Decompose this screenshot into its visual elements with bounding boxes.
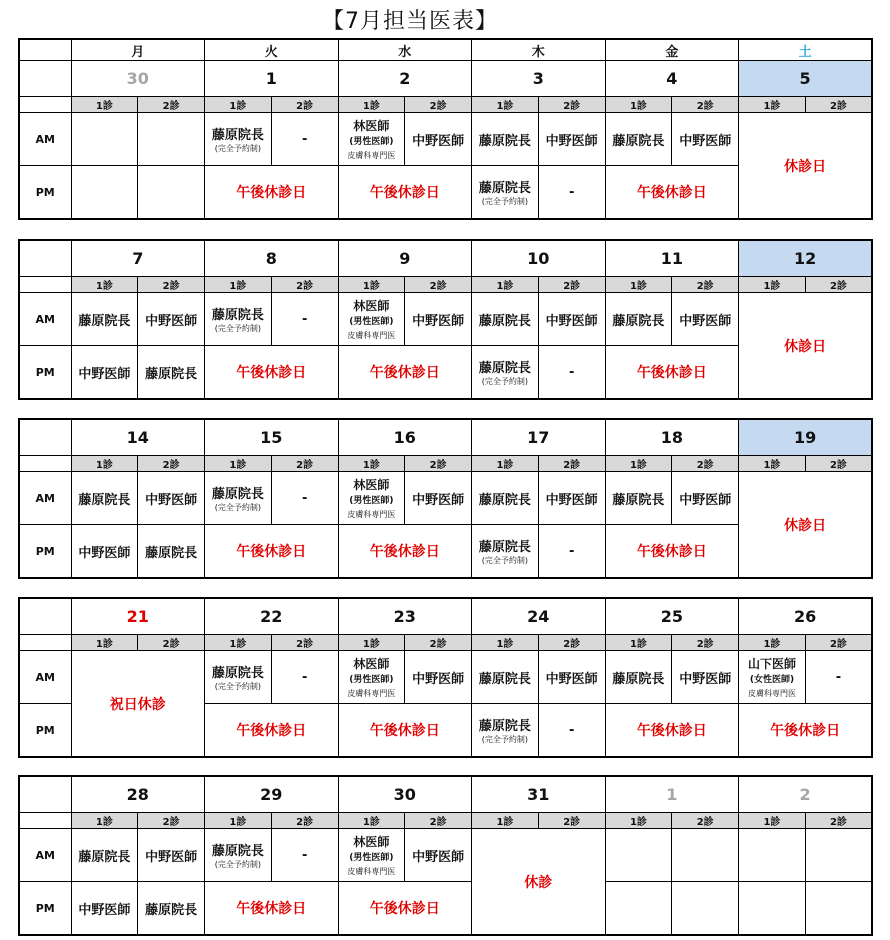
- session-2-header: 2診: [138, 456, 205, 472]
- slot-dash: -: [538, 166, 605, 220]
- slot-doctor: 中野医師: [138, 829, 205, 882]
- afternoon-closed-cell: 午後休診日: [205, 882, 339, 936]
- session-2-header: 2診: [805, 813, 872, 829]
- slot-doctor: 藤原院長: [472, 651, 539, 704]
- date-cell-next-month: 1: [605, 776, 739, 813]
- slot-doctor: 藤原院長 (完全予約制): [205, 293, 272, 346]
- date-cell: 7: [71, 240, 205, 277]
- afternoon-closed-cell: 午後休診日: [205, 166, 339, 220]
- afternoon-closed-cell: 午後休診日: [605, 525, 739, 579]
- date-cell: 31: [472, 776, 606, 813]
- date-cell: 2: [338, 61, 472, 97]
- slot-doctor: 藤原院長: [605, 472, 672, 525]
- session-1-header: 1診: [472, 635, 539, 651]
- date-cell: 3: [472, 61, 606, 97]
- slot-doctor: 中野医師: [405, 651, 472, 704]
- date-cell: 15: [205, 419, 339, 456]
- session-1-header: 1診: [338, 97, 405, 113]
- slot-dash: -: [271, 472, 338, 525]
- slot-dash: -: [538, 704, 605, 758]
- session-1-header: 1診: [71, 813, 138, 829]
- corner-cell: [19, 61, 71, 97]
- session-2-header: 2診: [672, 97, 739, 113]
- corner-cell: [19, 240, 71, 277]
- corner-cell: [19, 277, 71, 293]
- slot-dash: -: [271, 113, 338, 166]
- pm-label: PM: [19, 704, 71, 758]
- date-cell: 9: [338, 240, 472, 277]
- slot-dash: -: [538, 525, 605, 579]
- date-cell: 30: [338, 776, 472, 813]
- session-2-header: 2診: [538, 635, 605, 651]
- slot-doctor: 藤原院長: [138, 346, 205, 400]
- afternoon-closed-cell: 午後休診日: [338, 882, 472, 936]
- pm-label: PM: [19, 166, 71, 220]
- slot-doctor: 藤原院長 (完全予約制): [472, 166, 539, 220]
- slot-doctor: 藤原院長: [605, 293, 672, 346]
- slot-empty: [739, 829, 806, 882]
- slot-doctor: 藤原院長: [472, 472, 539, 525]
- session-1-header: 1診: [472, 813, 539, 829]
- date-cell: 11: [605, 240, 739, 277]
- session-1-header: 1診: [338, 277, 405, 293]
- closed-day-cell: 休診日: [739, 293, 873, 400]
- slot-empty: [138, 166, 205, 220]
- slot-doctor: 藤原院長: [71, 829, 138, 882]
- session-2-header: 2診: [271, 97, 338, 113]
- slot-empty: [672, 829, 739, 882]
- session-2-header: 2診: [405, 456, 472, 472]
- corner-cell: [19, 39, 71, 61]
- session-2-header: 2診: [271, 456, 338, 472]
- session-2-header: 2診: [805, 97, 872, 113]
- date-cell: 8: [205, 240, 339, 277]
- afternoon-closed-cell: 午後休診日: [739, 704, 873, 758]
- session-1-header: 1診: [472, 277, 539, 293]
- pm-label: PM: [19, 346, 71, 400]
- date-cell: 16: [338, 419, 472, 456]
- slot-doctor: 中野医師: [71, 882, 138, 936]
- afternoon-closed-cell: 午後休診日: [605, 346, 739, 400]
- week-table-2: [18, 239, 873, 400]
- slot-dash: -: [271, 293, 338, 346]
- slot-doctor: 中野医師: [672, 472, 739, 525]
- session-1-header: 1診: [739, 456, 806, 472]
- session-1-header: 1診: [605, 277, 672, 293]
- slot-empty: [605, 829, 672, 882]
- am-label: AM: [19, 651, 71, 704]
- session-1-header: 1診: [605, 97, 672, 113]
- week-table-1: [18, 38, 873, 220]
- date-cell-saturday: 19: [739, 419, 873, 456]
- session-2-header: 2診: [138, 813, 205, 829]
- pm-label: PM: [19, 525, 71, 579]
- session-1-header: 1診: [205, 277, 272, 293]
- date-cell: 29: [205, 776, 339, 813]
- session-1-header: 1診: [472, 97, 539, 113]
- date-cell: 24: [472, 598, 606, 635]
- slot-doctor: 中野医師: [538, 651, 605, 704]
- slot-doctor: 藤原院長 (完全予約制): [205, 472, 272, 525]
- day-header-wed: 水: [338, 39, 472, 61]
- slot-doctor: 中野医師: [405, 829, 472, 882]
- session-2-header: 2診: [271, 277, 338, 293]
- slot-empty: [805, 829, 872, 882]
- slot-empty: [739, 882, 806, 936]
- session-1-header: 1診: [71, 277, 138, 293]
- session-2-header: 2診: [538, 456, 605, 472]
- session-2-header: 2診: [138, 97, 205, 113]
- session-2-header: 2診: [538, 277, 605, 293]
- session-2-header: 2診: [271, 813, 338, 829]
- session-1-header: 1診: [71, 456, 138, 472]
- date-cell-saturday: 12: [739, 240, 873, 277]
- session-2-header: 2診: [805, 456, 872, 472]
- slot-empty: [71, 113, 138, 166]
- slot-doctor: 中野医師: [538, 472, 605, 525]
- slot-dash: -: [538, 346, 605, 400]
- slot-doctor: 藤原院長: [605, 651, 672, 704]
- date-cell: 22: [205, 598, 339, 635]
- session-1-header: 1診: [205, 97, 272, 113]
- session-2-header: 2診: [405, 635, 472, 651]
- slot-doctor: 中野医師: [138, 472, 205, 525]
- slot-doctor: 藤原院長: [138, 525, 205, 579]
- session-2-header: 2診: [672, 277, 739, 293]
- session-2-header: 2診: [405, 277, 472, 293]
- slot-doctor: 藤原院長 (完全予約制): [472, 704, 539, 758]
- closed-day-cell: 休診日: [739, 472, 873, 579]
- session-1-header: 1診: [338, 813, 405, 829]
- slot-dash: -: [271, 651, 338, 704]
- date-cell: 4: [605, 61, 739, 97]
- slot-doctor: 藤原院長 (完全予約制): [205, 829, 272, 882]
- slot-doctor: 中野医師: [538, 113, 605, 166]
- slot-doctor: 藤原院長: [71, 472, 138, 525]
- session-1-header: 1診: [338, 456, 405, 472]
- day-header-thu: 木: [472, 39, 606, 61]
- date-cell-holiday: 21: [71, 598, 205, 635]
- slot-doctor: 藤原院長: [472, 113, 539, 166]
- session-2-header: 2診: [405, 813, 472, 829]
- slot-doctor: 林医師 (男性医師) 皮膚科専門医: [338, 651, 405, 704]
- slot-doctor: 山下医師 (女性医師) 皮膚科専門医: [739, 651, 806, 704]
- afternoon-closed-cell: 午後休診日: [338, 346, 472, 400]
- corner-cell: [19, 635, 71, 651]
- session-1-header: 1診: [71, 635, 138, 651]
- session-2-header: 2診: [271, 635, 338, 651]
- slot-doctor: 中野医師: [71, 525, 138, 579]
- week-table-4: [18, 597, 873, 758]
- session-1-header: 1診: [739, 277, 806, 293]
- date-cell: 17: [472, 419, 606, 456]
- am-label: AM: [19, 293, 71, 346]
- closed-cell: 休診: [472, 829, 606, 936]
- afternoon-closed-cell: 午後休診日: [205, 346, 339, 400]
- session-2-header: 2診: [805, 635, 872, 651]
- session-2-header: 2診: [138, 277, 205, 293]
- slot-doctor: 中野医師: [405, 472, 472, 525]
- slot-empty: [805, 882, 872, 936]
- week-table-3: [18, 418, 873, 579]
- date-cell: 10: [472, 240, 606, 277]
- afternoon-closed-cell: 午後休診日: [205, 704, 339, 758]
- session-1-header: 1診: [739, 97, 806, 113]
- slot-doctor: 中野医師: [71, 346, 138, 400]
- afternoon-closed-cell: 午後休診日: [338, 704, 472, 758]
- slot-empty: [672, 882, 739, 936]
- am-label: AM: [19, 829, 71, 882]
- slot-doctor: 中野医師: [672, 293, 739, 346]
- afternoon-closed-cell: 午後休診日: [605, 166, 739, 220]
- corner-cell: [19, 598, 71, 635]
- slot-doctor: 藤原院長: [71, 293, 138, 346]
- slot-doctor: 林医師 (男性医師) 皮膚科専門医: [338, 472, 405, 525]
- slot-doctor: 藤原院長: [605, 113, 672, 166]
- day-header-sat: 土: [739, 39, 873, 61]
- corner-cell: [19, 776, 71, 813]
- afternoon-closed-cell: 午後休診日: [605, 704, 739, 758]
- holiday-closed-cell: 祝日休診: [71, 651, 205, 758]
- date-cell: 18: [605, 419, 739, 456]
- slot-doctor: 藤原院長: [138, 882, 205, 936]
- slot-doctor: 藤原院長: [472, 293, 539, 346]
- session-1-header: 1診: [739, 813, 806, 829]
- session-2-header: 2診: [672, 635, 739, 651]
- session-2-header: 2診: [805, 277, 872, 293]
- session-2-header: 2診: [538, 813, 605, 829]
- date-cell: 25: [605, 598, 739, 635]
- session-2-header: 2診: [672, 813, 739, 829]
- slot-doctor: 中野医師: [405, 113, 472, 166]
- date-cell: 1: [205, 61, 339, 97]
- slot-dash: -: [271, 829, 338, 882]
- slot-doctor: 藤原院長 (完全予約制): [205, 651, 272, 704]
- slot-empty: [71, 166, 138, 220]
- afternoon-closed-cell: 午後休診日: [338, 166, 472, 220]
- date-cell-saturday: 5: [739, 61, 873, 97]
- session-1-header: 1診: [338, 635, 405, 651]
- session-2-header: 2診: [405, 97, 472, 113]
- corner-cell: [19, 813, 71, 829]
- date-cell: 14: [71, 419, 205, 456]
- slot-doctor: 藤原院長 (完全予約制): [205, 113, 272, 166]
- date-cell: 28: [71, 776, 205, 813]
- slot-empty: [605, 882, 672, 936]
- slot-doctor: 中野医師: [538, 293, 605, 346]
- am-label: AM: [19, 472, 71, 525]
- session-1-header: 1診: [205, 635, 272, 651]
- corner-cell: [19, 419, 71, 456]
- date-cell: 26: [739, 598, 873, 635]
- pm-label: PM: [19, 882, 71, 936]
- slot-doctor: 中野医師: [138, 293, 205, 346]
- week-table-5: [18, 775, 873, 936]
- slot-doctor: 林医師 (男性医師) 皮膚科専門医: [338, 113, 405, 166]
- day-header-fri: 金: [605, 39, 739, 61]
- session-1-header: 1診: [605, 635, 672, 651]
- slot-doctor: 中野医師: [672, 113, 739, 166]
- page-title: 【7月担当医表】: [322, 9, 498, 34]
- slot-doctor: 林医師 (男性医師) 皮膚科専門医: [338, 829, 405, 882]
- session-1-header: 1診: [472, 456, 539, 472]
- session-1-header: 1診: [205, 456, 272, 472]
- session-2-header: 2診: [138, 635, 205, 651]
- day-header-tue: 火: [205, 39, 339, 61]
- slot-doctor: 林医師 (男性医師) 皮膚科専門医: [338, 293, 405, 346]
- slot-doctor: 藤原院長 (完全予約制): [472, 346, 539, 400]
- slot-doctor: 藤原院長 (完全予約制): [472, 525, 539, 579]
- date-cell-next-month: 2: [739, 776, 873, 813]
- session-2-header: 2診: [538, 97, 605, 113]
- date-cell: 23: [338, 598, 472, 635]
- session-1-header: 1診: [205, 813, 272, 829]
- slot-doctor: 中野医師: [405, 293, 472, 346]
- session-1-header: 1診: [71, 97, 138, 113]
- session-1-header: 1診: [605, 813, 672, 829]
- slot-empty: [138, 113, 205, 166]
- afternoon-closed-cell: 午後休診日: [338, 525, 472, 579]
- corner-cell: [19, 456, 71, 472]
- am-label: AM: [19, 113, 71, 166]
- afternoon-closed-cell: 午後休診日: [205, 525, 339, 579]
- slot-doctor: 中野医師: [672, 651, 739, 704]
- day-header-mon: 月: [71, 39, 205, 61]
- slot-dash: -: [805, 651, 872, 704]
- closed-day-cell: 休診日: [739, 113, 873, 220]
- session-1-header: 1診: [605, 456, 672, 472]
- session-2-header: 2診: [672, 456, 739, 472]
- corner-cell: [19, 97, 71, 113]
- session-1-header: 1診: [739, 635, 806, 651]
- date-cell: 30: [71, 61, 205, 97]
